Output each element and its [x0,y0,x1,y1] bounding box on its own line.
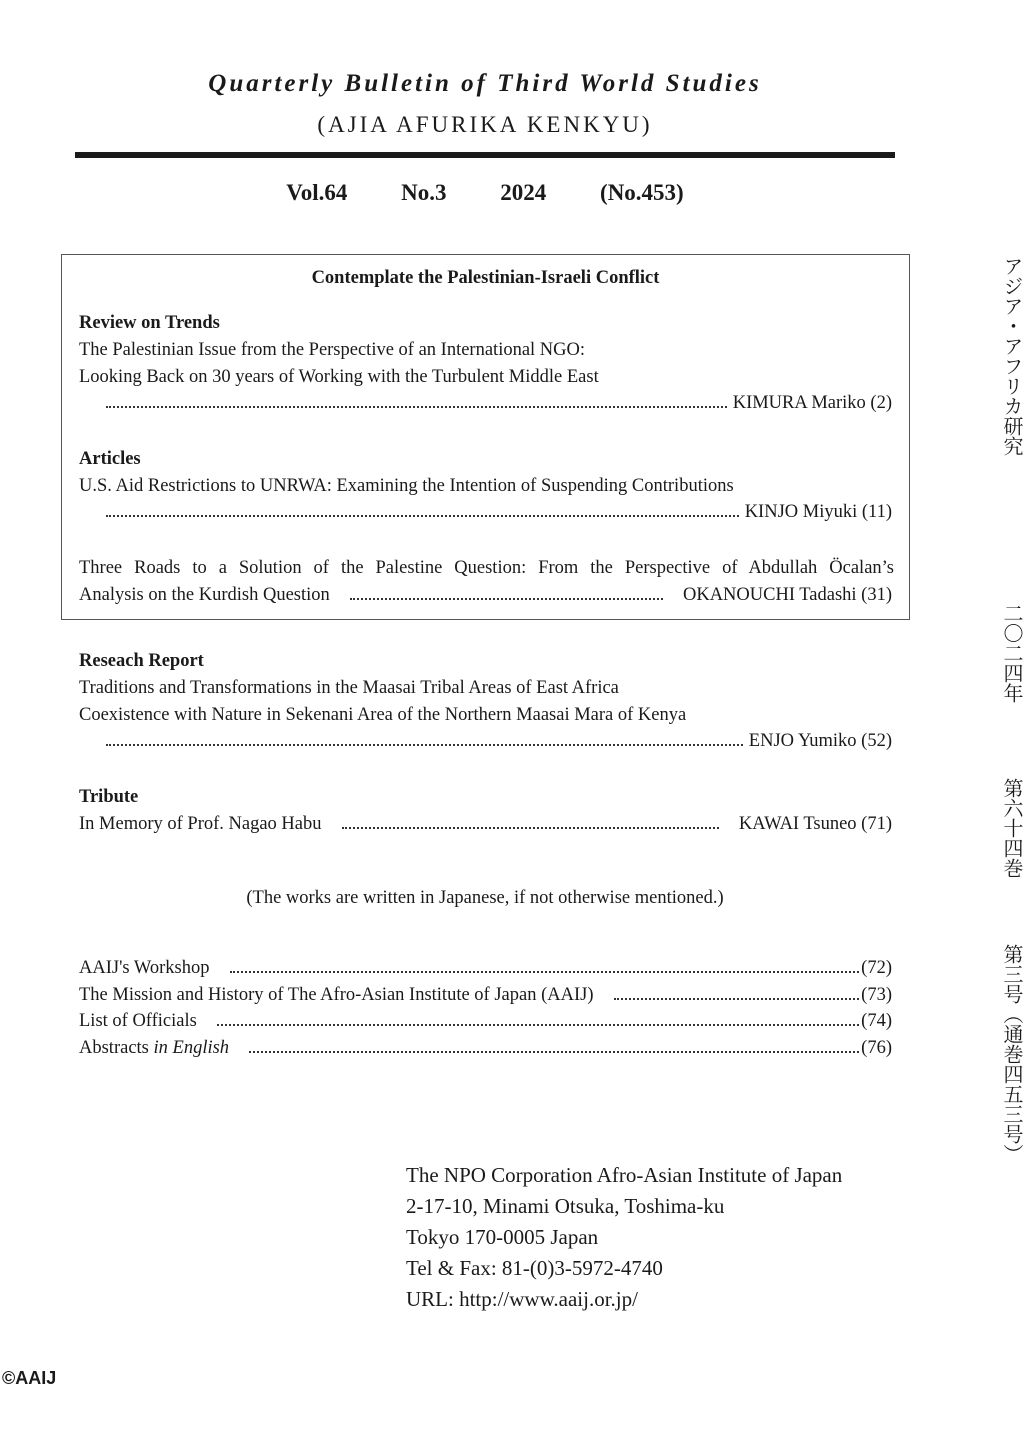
misc-row [79,1011,892,1032]
article2-author: OKANOUCHI Tadashi (31) [682,585,892,605]
abstracts-label: Abstracts [79,1038,154,1058]
articles-heading: Articles [79,449,141,469]
copyright: ©AAIJ [2,1368,57,1388]
research-author-row [100,731,892,752]
leader-dots [230,971,860,973]
spine-volume: 第六十四巻 [1000,778,1024,878]
misc-page: (76) [861,1038,892,1058]
leader-dots [614,998,860,1000]
city-address: Tokyo 170-0005 Japan [406,1225,599,1249]
misc-row [79,1038,892,1059]
misc-page: (73) [861,985,892,1005]
misc-label: The Mission and History of The Afro-Asian Institute of Japan (AAIJ) [79,985,594,1005]
review-author-row [100,393,892,414]
issue-number: No.3 [401,180,447,205]
leader-dots [350,598,663,600]
publisher-name: The NPO Corporation Afro-Asian Institute of Japan [406,1163,843,1187]
leader-dots [217,1024,859,1026]
review-title-line2: Looking Back on 30 years of Working with the Turbulent Middle East [79,367,599,387]
tribute-author: KAWAI Tsuneo (71) [738,814,892,834]
language-note: (The works are written in Japanese, if not otherwise mentioned.) [246,888,724,908]
article1-author: KINJO Miyuki (11) [744,502,892,522]
tribute-heading: Tribute [79,787,139,807]
publisher-address [406,1160,842,1315]
volume: Vol.64 [286,180,348,205]
leader-dots [342,827,719,829]
research-title-line1: Traditions and Transformations in the Maasai Tribal Areas of East Africa [79,678,619,698]
leader-dots [249,1051,859,1053]
article2-title-line1: Three Roads to a Solution of the Palestine Question: From the Perspective of Abdullah Öcalan’s [79,558,894,578]
misc-label: AAIJ's Workshop [79,958,210,978]
misc-label [79,1038,229,1059]
issue-year: 2024 [500,180,547,205]
serial-number: (No.453) [600,180,684,205]
review-author: KIMURA Mariko (2) [732,393,892,413]
tribute-title: In Memory of Prof. Nagao Habu [79,814,322,834]
research-heading: Reseach Report [79,651,204,671]
leader-dots [106,406,727,408]
leader-dots [106,515,739,517]
misc-row [79,958,892,979]
research-title-line2: Coexistence with Nature in Sekenani Area of the Northern Maasai Mara of Kenya [79,705,687,725]
article2-title-line2: Analysis on the Kurdish Question [79,585,330,605]
review-title-line1: The Palestinian Issue from the Perspective of an International NGO: [79,340,586,360]
website-url[interactable]: URL: http://www.aaij.or.jp/ [406,1287,638,1311]
street-address: 2-17-10, Minami Otsuka, Toshima-ku [406,1194,725,1218]
research-author: ENJO Yumiko (52) [748,731,892,751]
article1-author-row [100,502,892,523]
article2-title-row [79,585,892,606]
journal-title: Quarterly Bulletin of Third World Studies [208,70,762,97]
spine-year: 二〇二四年 [1000,603,1024,703]
spine-title: アジア・アフリカ研究 [1000,256,1024,456]
misc-label: List of Officials [79,1011,197,1031]
issue-line [75,180,895,206]
misc-row [79,985,892,1006]
article1-title: U.S. Aid Restrictions to UNRWA: Examining the Intention of Suspending Contributions [79,476,734,496]
tribute-row [79,814,892,835]
misc-page: (72) [861,958,892,978]
spine-issue: 第三号（通巻四五三号） [1000,944,1024,1164]
tel-fax: Tel & Fax: 81-(0)3-5972-4740 [406,1256,663,1280]
special-feature-title: Contemplate the Palestinian-Israeli Conflict [311,268,660,288]
abstracts-language: in English [153,1038,230,1058]
header-rule [75,152,895,158]
journal-subtitle: (AJIA AFURIKA KENKYU) [317,112,653,137]
review-heading: Review on Trends [79,313,220,333]
leader-dots [106,744,743,746]
misc-page: (74) [861,1011,892,1031]
